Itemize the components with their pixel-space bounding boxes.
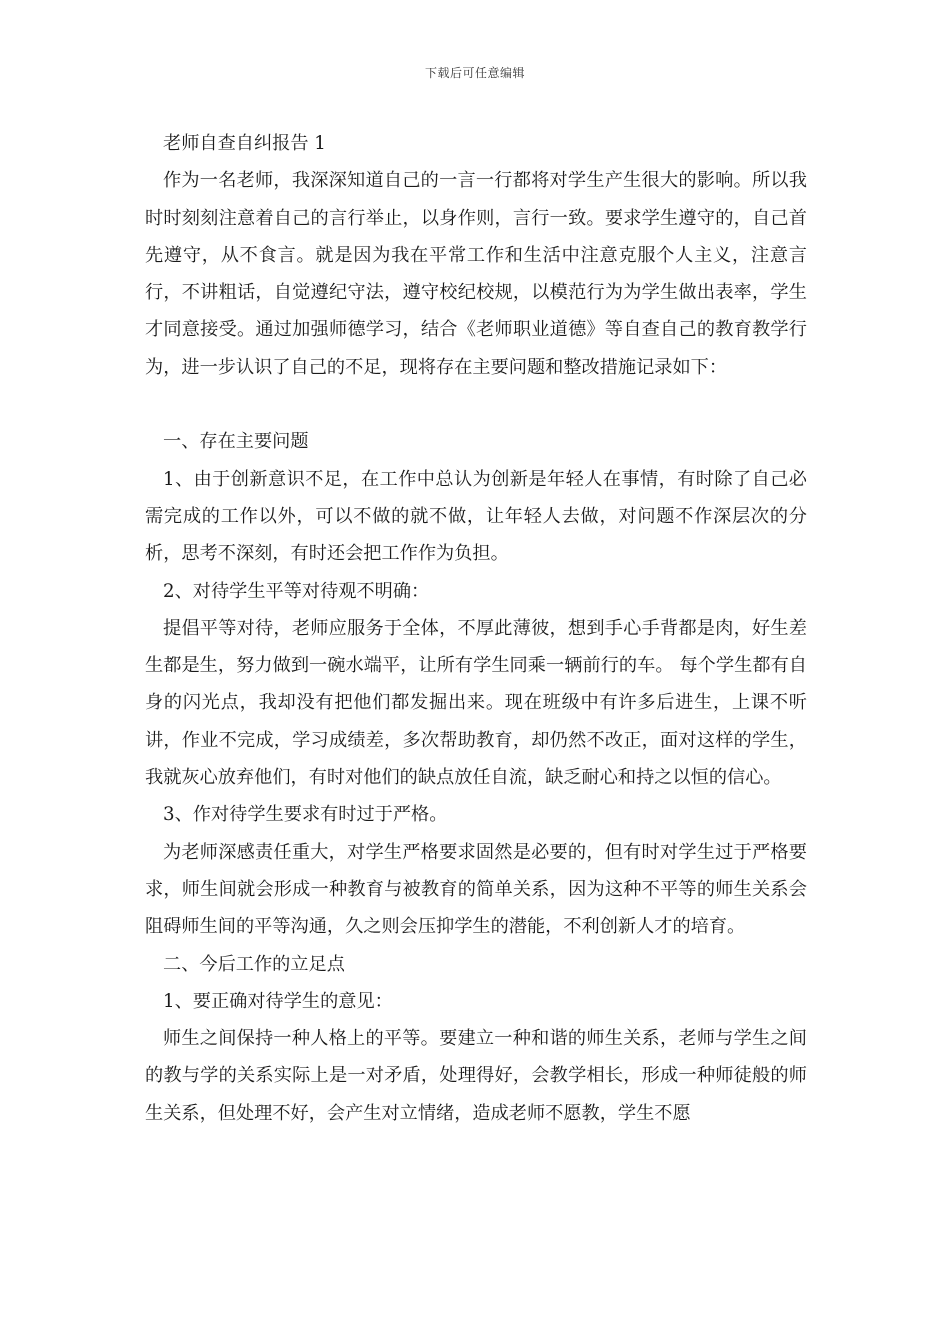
blank-line [145, 386, 807, 423]
section2-heading: 二、今后工作的立足点 [163, 953, 345, 975]
page-header: 下载后可任意编辑 [424, 66, 525, 80]
section1-item1: 1、由于创新意识不足，在工作中总认为创新是年轻人在事情，有时除了自己必需完成的工作以外，可以不做的就不做，让年轻人去做，对问题不作深层次的分析，思考不深刻，有时还会把工作作为负担。 [145, 468, 807, 565]
intro-paragraph: 作为一名老师，我深深知道自己的一言一行都将对学生产生很大的影响。所以我时时刻刻注意着自己的言行举止，以身作则，言行一致。要求学生遵守的，自己首先遵守，从不食言。就是因为我在平常工作和生活中注意克服个人主义，注意言行，不讲粗话，自觉遵纪守法，遵守校纪校规，以模范行为为学生做出表率，学生才同意接受。通过加强师德学习，结合《老师职业道德》等自查自己的教育教学行为，进一步认识了自己的不足，现将存在主要问题和整改措施记录如下： [145, 170, 807, 378]
section2-item1-heading: 1、要正确对待学生的意见： [163, 990, 393, 1012]
section1-item2-body: 提倡平等对待，老师应服务于全体，不厚此薄彼，想到手心手背都是肉，好生差生都是生，努力做到一碗水端平，让所有学生同乘一辆前行的车。 每个学生都有自身的闪光点，我却没有把他们都发掘出来。现在班级中有许多后进生，上课不听讲，作业不完成，学习成绩差，多次帮助教育，却仍然不改正，面对这样的学生，我就灰心放弃他们，有时对他们的缺点放任自流，缺乏耐心和持之以恒的信心。 [145, 617, 807, 789]
document-body [145, 125, 807, 1132]
section1-heading: 一、存在主要问题 [163, 431, 309, 453]
section1-item2-heading: 2、对待学生平等对待观不明确： [163, 580, 430, 602]
document-title: 老师自查自纠报告 1 [163, 133, 326, 154]
section2-item1-body: 师生之间保持一种人格上的平等。要建立一种和谐的师生关系，老师与学生之间的教与学的关系实际上是一对矛盾，处理得好，会教学相长，形成一种师徒般的师生关系，但处理不好，会产生对立情绪，造成老师不愿教，学生不愿 [145, 1028, 807, 1124]
section1-item3-heading: 3、作对待学生要求有时过于严格。 [163, 804, 448, 826]
section1-item3-body: 为老师深感责任重大，对学生严格要求固然是必要的，但有时对学生过于严格要求，师生间就会形成一种教育与被教育的简单关系，因为这种不平等的师生关系会阻碍师生间的平等沟通，久之则会压抑学生的潜能，不利创新人才的培育。 [145, 841, 807, 938]
